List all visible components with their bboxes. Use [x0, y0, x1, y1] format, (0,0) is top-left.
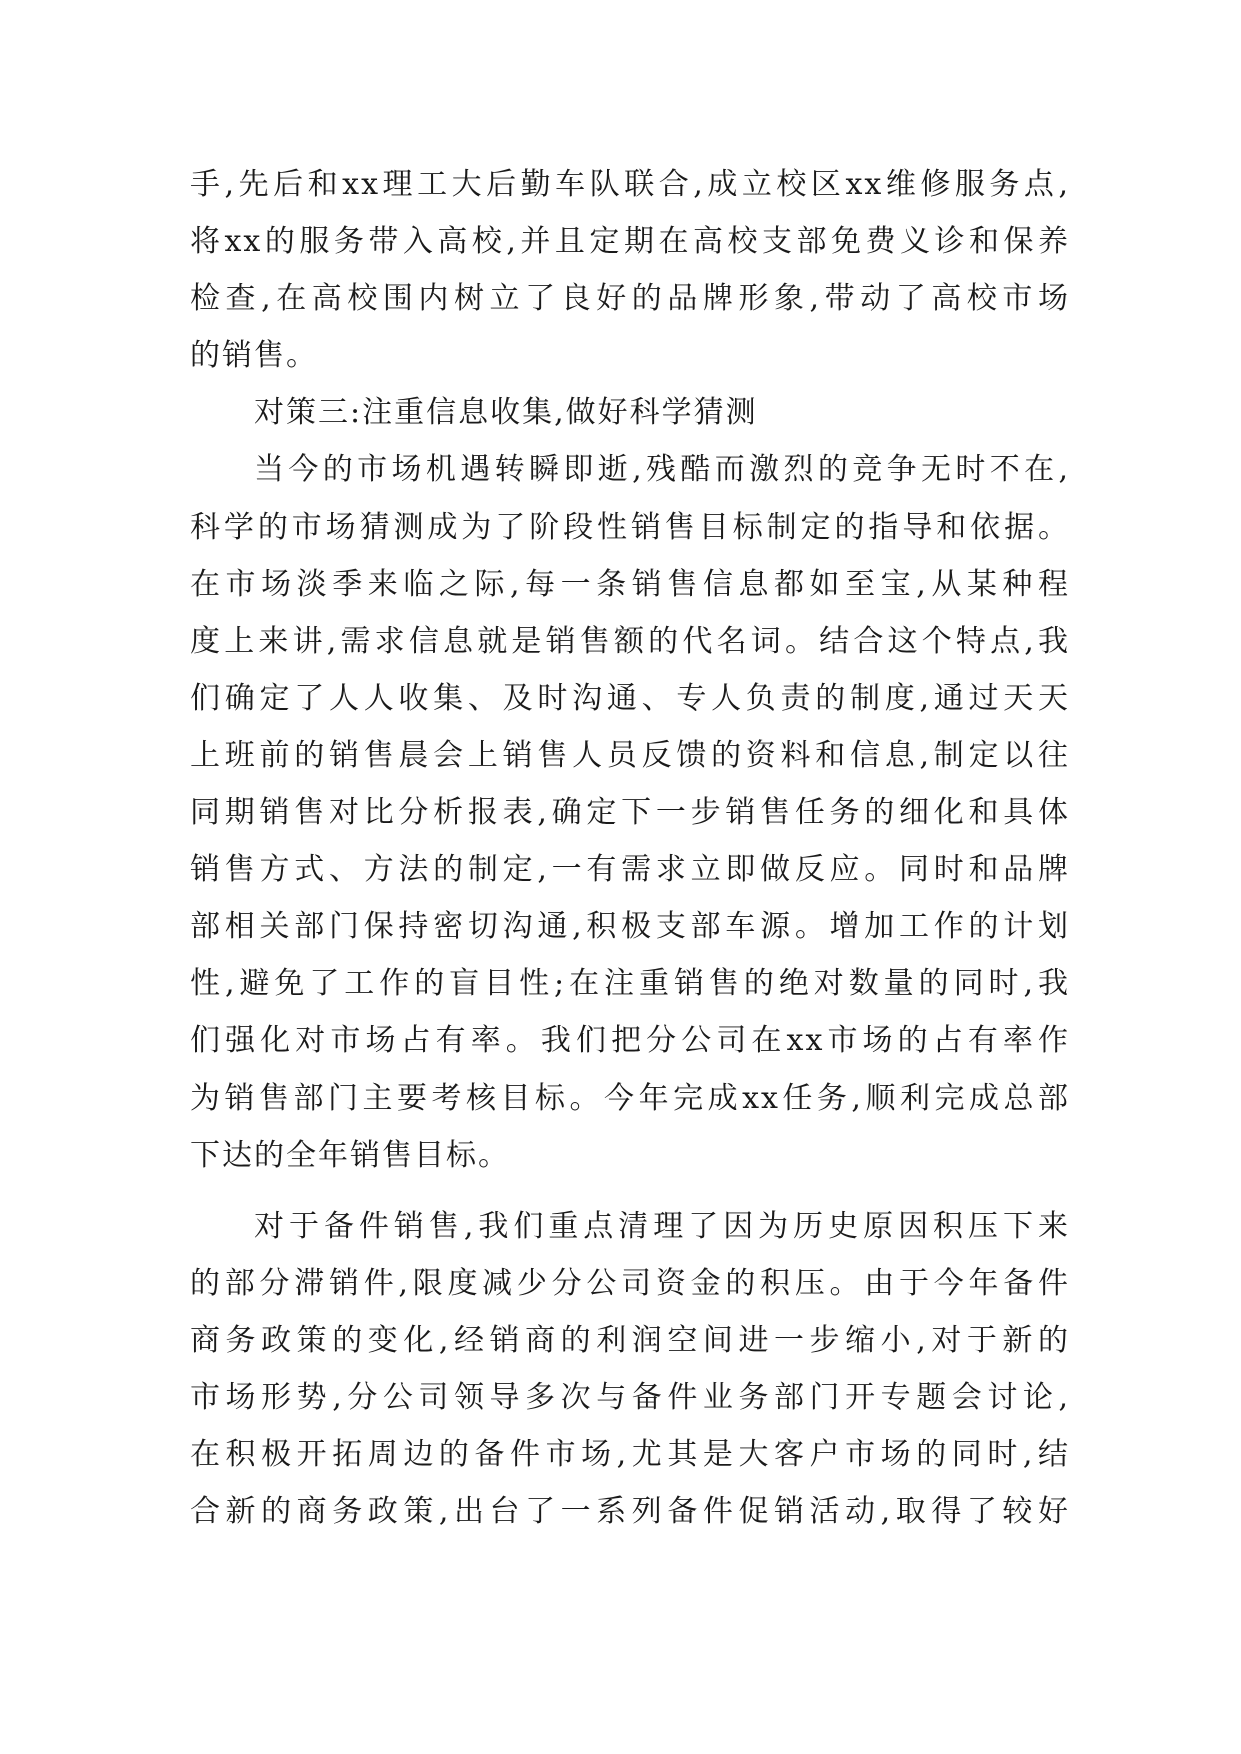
- text-line: 销售方式、方法的制定,一有需求立即做反应。同时和品牌: [190, 852, 1070, 888]
- text-line: 商务政策的变化,经销商的利润空间进一步缩小,对于新的: [190, 1322, 1070, 1358]
- text-line: 在积极开拓周边的备件市场,尤其是大客户市场的同时,结: [190, 1437, 1070, 1473]
- text-line: 手,先后和xx理工大后勤车队联合,成立校区xx维修服务点,: [190, 167, 1070, 202]
- text-line: 的销售。: [190, 338, 318, 374]
- text-line: 当今的市场机遇转瞬即逝,残酷而激烈的竞争无时不在,: [254, 452, 1070, 488]
- text-line: 们确定了人人收集、及时沟通、专人负责的制度,通过天天: [190, 680, 1070, 716]
- section-heading: 对策三:注重信息收集,做好科学猜测: [254, 395, 758, 431]
- text-line: 对于备件销售,我们重点清理了因为历史原因积压下来: [254, 1208, 1070, 1244]
- text-line: 检查,在高校围内树立了良好的品牌形象,带动了高校市场: [190, 281, 1070, 317]
- document-body: [190, 156, 1070, 1540]
- text-line: 性,避免了工作的盲目性;在注重销售的绝对数量的同时,我: [190, 966, 1070, 1002]
- text-line: 为销售部门主要考核目标。今年完成xx任务,顺利完成总部: [190, 1080, 1070, 1116]
- text-line: 上班前的销售晨会上销售人员反馈的资料和信息,制定以往: [190, 737, 1070, 773]
- text-line: 下达的全年销售目标。: [190, 1137, 510, 1173]
- text-line: 度上来讲,需求信息就是销售额的代名词。结合这个特点,我: [190, 623, 1070, 659]
- text-line: 在市场淡季来临之际,每一条销售信息都如至宝,从某种程: [190, 566, 1070, 602]
- text-line: 的部分滞销件,限度减少分公司资金的积压。由于今年备件: [190, 1265, 1070, 1301]
- paragraph-spacer: [190, 1184, 1070, 1198]
- text-line: 科学的市场猜测成为了阶段性销售目标制定的指导和依据。: [190, 509, 1070, 545]
- text-line: 市场形势,分公司领导多次与备件业务部门开专题会讨论,: [190, 1379, 1070, 1415]
- text-line: 部相关部门保持密切沟通,积极支部车源。增加工作的计划: [190, 909, 1070, 945]
- text-line: 们强化对市场占有率。我们把分公司在xx市场的占有率作: [190, 1023, 1070, 1059]
- text-line: 同期销售对比分析报表,确定下一步销售任务的细化和具体: [190, 795, 1070, 831]
- text-line: 将xx的服务带入高校,并且定期在高校支部免费义诊和保养: [190, 224, 1070, 260]
- text-line: 合新的商务政策,出台了一系列备件促销活动,取得了较好: [190, 1494, 1070, 1530]
